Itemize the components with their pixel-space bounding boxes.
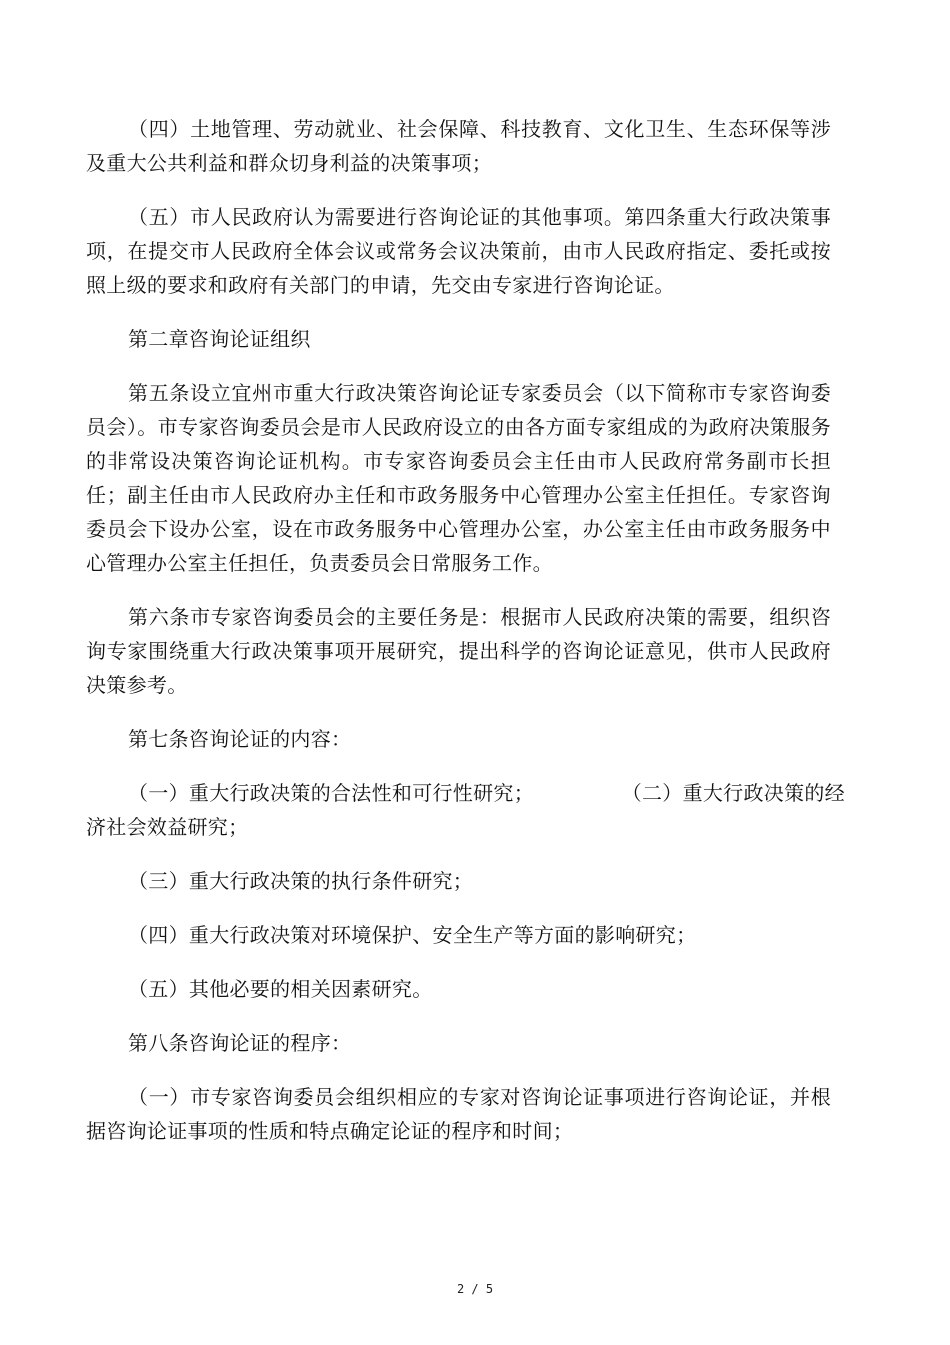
- item-other: （五）其他必要的相关因素研究。: [128, 977, 433, 1001]
- item-economic-start: （二）重大行政决策的经: [621, 781, 845, 805]
- item-legality: （一）重大行政决策的合法性和可行性研究；: [128, 781, 534, 805]
- paragraph-article-6: 第六条市专家咨询委员会的主要任务是：根据市人民政府决策的需要，组织咨询专家围绕重大行政决策事项开展研究，提出科学的咨询论证意见，供市人民政府决策参考。: [86, 605, 831, 697]
- paragraph-article-5: 第五条设立宜州市重大行政决策咨询论证专家委员会（以下简称市专家咨询委员会）。市专家咨询委员会是市人民政府设立的由各方面专家组成的为政府决策服务的非常设决策咨询论证机构。市专家咨询委员会主任由市人民政府常务副市长担任；副主任由市人民政府办主任和市政务服务中心管理办公室主任担任。专家咨询委员会下设办公室，设在市政务服务中心管理办公室，办公室主任由市政务服务中心管理办公室主任担任，负责委员会日常服务工作。: [86, 381, 831, 575]
- dual-item-line: [86, 776, 845, 810]
- item-procedure-1: （一）市专家咨询委员会组织相应的专家对咨询论证事项进行咨询论证，并根据咨询论证事项的性质和特点确定论证的程序和时间；: [86, 1085, 831, 1143]
- paragraph-article-8: 第八条咨询论证的程序：: [128, 1031, 352, 1055]
- paragraph-item-4: （四）土地管理、劳动就业、社会保障、科技教育、文化卫生、生态环保等涉及重大公共利益和群众切身利益的决策事项；: [86, 117, 831, 175]
- page-number: 2 / 5: [456, 1282, 494, 1296]
- item-impact: （四）重大行政决策对环境保护、安全生产等方面的影响研究；: [128, 923, 697, 947]
- paragraph-article-7: 第七条咨询论证的内容：: [128, 727, 352, 751]
- document-body: [86, 112, 845, 1148]
- dual-item-block: [86, 776, 845, 844]
- item-economic-continuation: 济社会效益研究；: [86, 815, 249, 839]
- chapter-heading: 第二章咨询论证组织: [128, 327, 311, 351]
- paragraph-item-5-article-4: （五）市人民政府认为需要进行咨询论证的其他事项。第四条重大行政决策事项，在提交市人民政府全体会议或常务会议决策前，由市人民政府指定、委托或按照上级的要求和政府有关部门的申请，先交由专家进行咨询论证。: [86, 205, 831, 297]
- item-execution: （三）重大行政决策的执行条件研究；: [128, 869, 474, 893]
